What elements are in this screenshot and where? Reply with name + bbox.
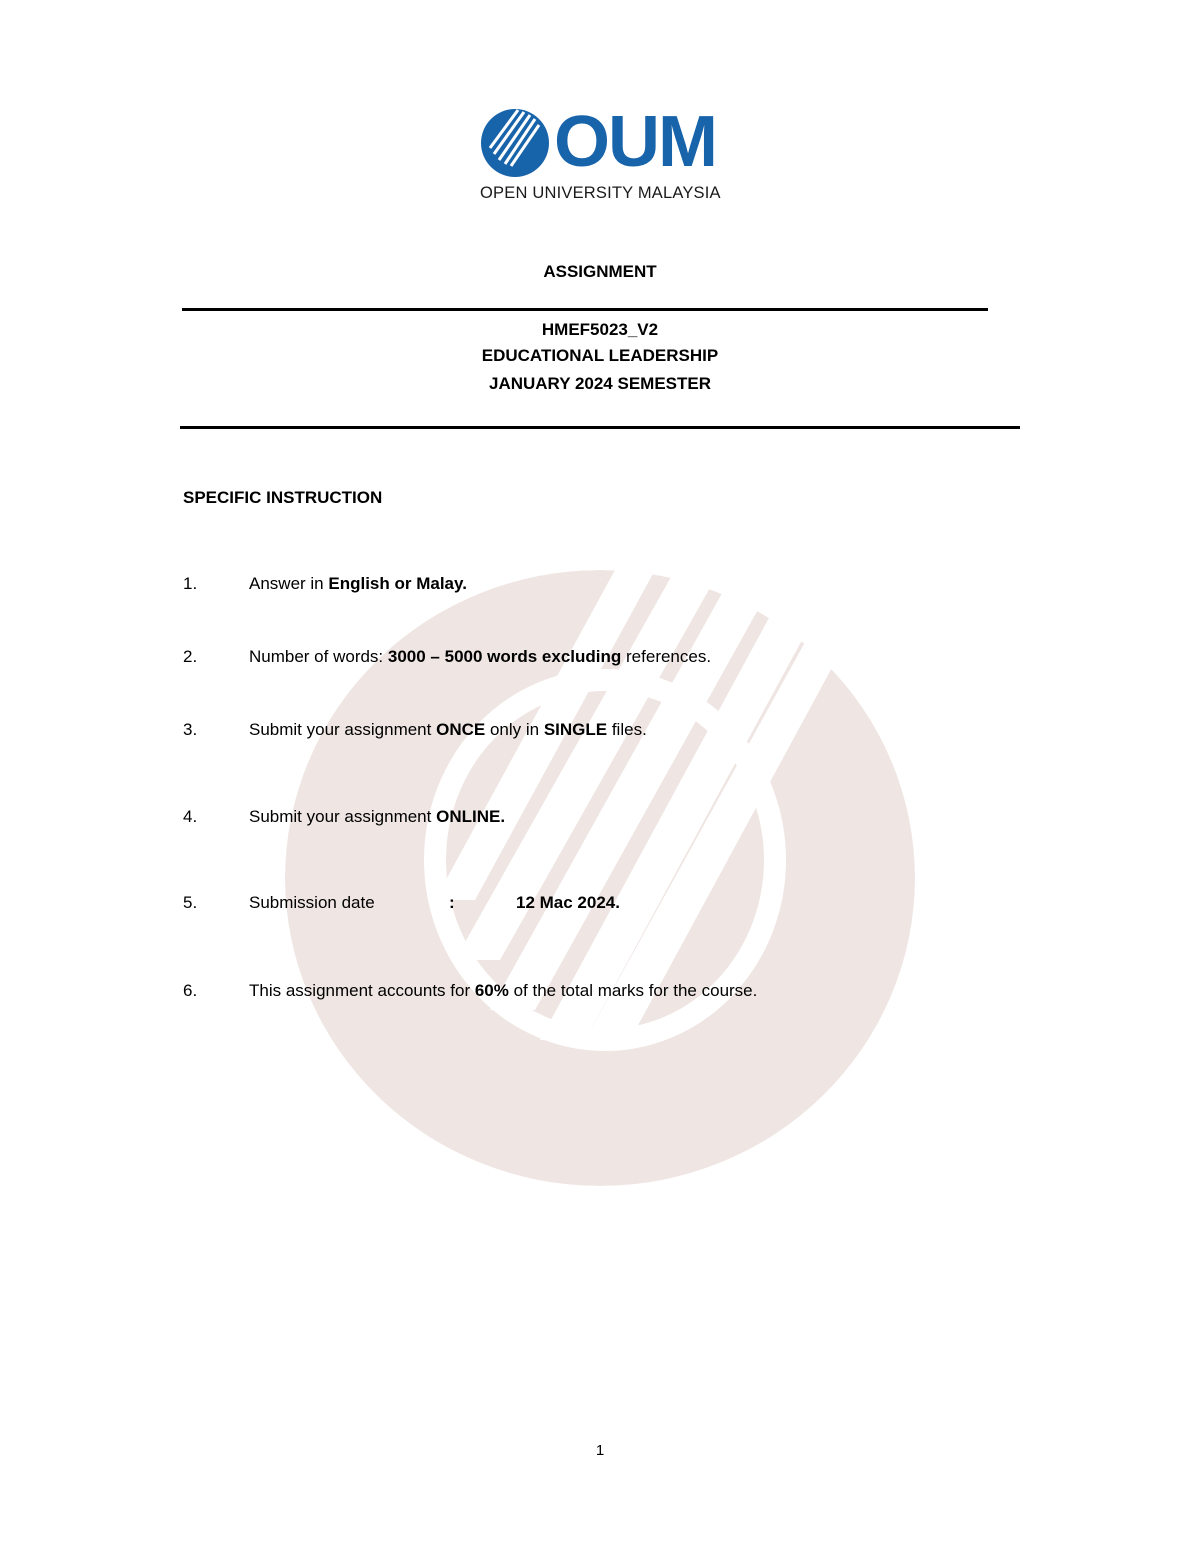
bottom-rule — [180, 426, 1020, 429]
semester: JANUARY 2024 SEMESTER — [488, 374, 712, 393]
item-number: 3. — [183, 720, 198, 739]
top-rule — [182, 308, 988, 311]
item-number: 4. — [183, 807, 198, 826]
oum-globe-icon — [480, 108, 550, 178]
item-text: Number of words: 3000 – 5000 words excluding references. — [249, 647, 712, 666]
logo-subtitle: OPEN UNIVERSITY MALAYSIA — [480, 184, 721, 202]
item-number: 6. — [183, 981, 198, 1000]
item-text: Submit your assignment ONCE only in SINGLE files. — [249, 720, 647, 739]
item-number: 5. — [183, 893, 198, 912]
oum-logo — [478, 102, 728, 206]
item-text: Answer in English or Malay. — [249, 574, 467, 593]
page-number: 1 — [595, 1442, 605, 1459]
item-text: This assignment accounts for 60% of the total marks for the course. — [249, 981, 758, 1000]
item-text: Submission date — [249, 893, 375, 912]
instructions-heading: SPECIFIC INSTRUCTION — [183, 488, 383, 507]
logo-wordmark: OUM — [554, 102, 716, 182]
item-number: 2. — [183, 647, 198, 666]
course-name: EDUCATIONAL LEADERSHIP — [481, 346, 719, 365]
item-colon: : — [449, 893, 455, 912]
submission-date: 12 Mac 2024. — [516, 893, 620, 912]
item-number: 1. — [183, 574, 198, 593]
course-code: HMEF5023_V2 — [541, 320, 659, 339]
item-text: Submit your assignment ONLINE. — [249, 807, 506, 826]
document-title: ASSIGNMENT — [543, 262, 657, 281]
